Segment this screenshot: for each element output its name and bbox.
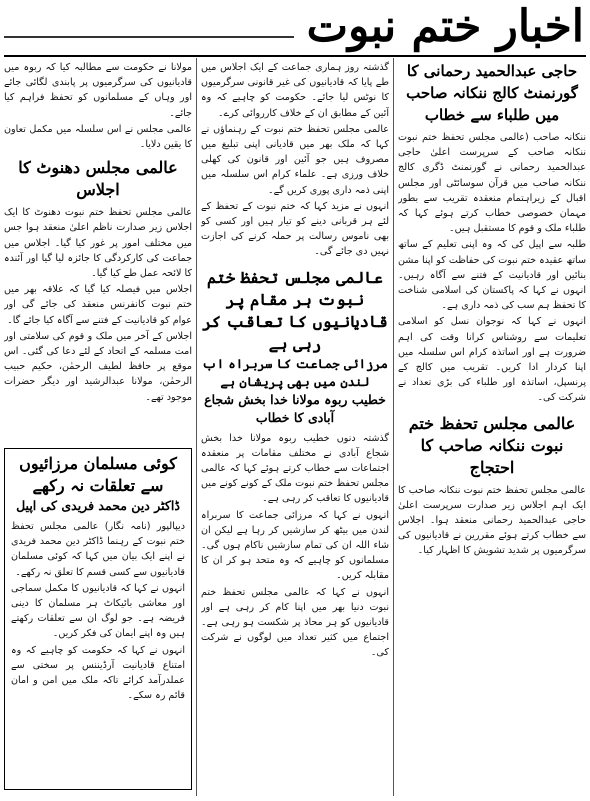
article-paragraph: عالمی مجلس تحفظ ختم نبوت ننکانہ صاحب کا ایک اہم اجلاس زیر صدارت سرپرست اعلیٰ حاجی عبدالحمید رحمانی منعقد ہوا۔ اجلاس سے خطاب کرتے ہوئے مقررین نے قادیانیوں کی سرگرمیوں پر شدید تشویش کا اظہار کیا۔ bbox=[398, 484, 586, 557]
subheadline-faridi-appeal: ڈاکٹر دین محمد فریدی کی اپیل bbox=[16, 498, 180, 513]
article-paragraph: گذشتہ روز ہماری جماعت کے ایک اجلاس میں طے پایا کہ قادیانیوں کی غیر قانونی سرگرمیوں کا نوٹس لیا جائے۔ حکومت کو چاہیے کہ وہ آئین کے مطابق ان کے خلاف کارروائی کرے۔ bbox=[201, 62, 389, 119]
article-paragraph: مولانا نے حکومت سے مطالبہ کیا کہ ربوہ میں قادیانیوں کی سرگرمیوں پر پابندی لگائی جائے اور وہاں کے مسلمانوں کو تحفظ فراہم کیا جائے۔ bbox=[4, 62, 192, 119]
headline-dhanot-meeting: عالمی مجلس دھنوٹ کا اجلاس bbox=[18, 158, 178, 200]
headline-nankana-protest: عالمی مجلس تحفظ ختم نبوت ننکانہ صاحب کا احتجاج bbox=[408, 413, 576, 477]
column-divider-right bbox=[393, 58, 394, 796]
masthead-rule bbox=[4, 55, 586, 57]
article-paragraph: اجلاس کے آخر میں ملک و قوم کی سلامتی اور امت مسلمہ کے اتحاد کے لئے دعا کی گئی۔ اس موقع پر حافظ لطیف الرحمٰن، حکیم حبیب الرحمٰن، مولانا عبدالرشید اور دیگر حضرات موجود تھے۔ bbox=[4, 330, 192, 403]
article-paragraph: انہوں نے کہا کہ عالمی مجلس تحفظ ختم نبوت دنیا بھر میں اپنا کام کر رہی ہے اور قادیانیوں کو ہر محاذ پر شکست ہو رہی ہے۔ اجتماع میں کثیر تعداد میں لوگوں نے شرکت کی۔ bbox=[201, 586, 389, 659]
article-paragraph: انہوں نے کہا کہ نوجوان نسل کو اسلامی تعلیمات سے روشناس کرانا وقت کی اہم ضرورت ہے اور اساتذہ کرام اس سلسلہ میں اپنا کردار ادا کریں۔ تقریب میں کالج کے پرنسپل، اساتذہ اور طلباء کی بڑی تعداد نے شرکت کی۔ bbox=[398, 316, 586, 404]
article-paragraph: اجلاس میں فیصلہ کیا گیا کہ علاقہ بھر میں ختم نبوت کانفرنس منعقد کی جائے گی اور عوام کو قادیانیت کے فتنے سے آگاہ کیا جائے گا۔ bbox=[4, 284, 192, 326]
masthead-hatch bbox=[4, 36, 294, 38]
article-paragraph: انہوں نے مزید کہا کہ ختم نبوت کے تحفظ کے لئے ہر قربانی دینے کو تیار ہیں اور کسی کو بھی ناموس رسالت پر حملہ کرنے کی اجازت نہیں دی جائے گی۔ bbox=[201, 200, 389, 258]
boxed-article-appeal bbox=[4, 448, 192, 790]
article-paragraph: انہوں نے کہا کہ قادیانیوں کا مکمل سماجی اور معاشی بائیکاٹ ہر مسلمان کا دینی فریضہ ہے۔ جو لوگ ان سے تعلقات رکھتے ہیں وہ اپنے ایمان کی فکر کریں۔ bbox=[11, 582, 185, 640]
article-paragraph: عالمی مجلس تحفظ ختم نبوت دھنوٹ کا ایک اجلاس زیر صدارت ناظم اعلیٰ منعقد ہوا جس میں مختلف امور پر غور کیا گیا۔ اجلاس میں جماعت کی کارکردگی کا جائزہ لیا گیا اور آئندہ کا لائحہ عمل طے کیا گیا۔ bbox=[4, 207, 192, 280]
article-paragraph: عالمی مجلس تحفظ ختم نبوت کے رہنماؤں نے کہا کہ ملک بھر میں قادیانی اپنی تبلیغ میں مصروف ہیں جو آئین اور قانون کی کھلی خلاف ورزی ہے۔ علماء کرام اس سلسلہ میں اپنی ذمہ داری پوری کریں گے۔ bbox=[201, 123, 389, 196]
article-paragraph: طلبہ سے اپیل کی کہ وہ اپنی تعلیم کے ساتھ ساتھ عقیدہ ختم نبوت کی حفاظت کو اپنا مشن بنائیں اور قادیانیت کے فتنے سے آگاہ رہیں۔ انہوں نے کہا کہ پاکستان کی اسلامی شناخت کا تحفظ ہم سب کی ذمہ داری ہے۔ bbox=[398, 239, 586, 312]
subheadline-london: مرزائی جماعت کا سربراہ اب لندن میں بھی پریشان ہے bbox=[202, 355, 388, 389]
article-paragraph: عالمی مجلس نے اس سلسلہ میں مکمل تعاون کا یقین دلایا۔ bbox=[4, 123, 192, 151]
column-divider-left bbox=[196, 58, 197, 796]
article-paragraph: گذشتہ دنوں خطیب ربوہ مولانا خدا بخش شجاع آبادی نے مختلف مقامات پر منعقدہ اجتماعات سے خطاب کرتے ہوئے کہا کہ عالمی مجلس تحفظ ختم نبوت ملک کے کونے کونے میں قادیانیوں کا تعاقب کر رہی ہے۔ bbox=[201, 432, 389, 505]
column-middle bbox=[201, 60, 389, 796]
article-paragraph: انہوں نے کہا کہ حکومت کو چاہیے کہ وہ امتناع قادیانیت آرڈیننس پر سختی سے عملدرآمد کرائے تاکہ ملک میں امن و امان قائم رہ سکے۔ bbox=[11, 644, 185, 702]
headline-rahmani-college: حاجی عبدالحمید رحمانی کا گورنمنٹ کالج ننکانہ صاحب میں طلباء سے خطاب bbox=[406, 62, 578, 124]
article-paragraph: ننکانہ صاحب (عالمی مجلس تحفظ ختم نبوت ننکانہ صاحب کے سرپرست اعلیٰ حاجی عبدالحمید رحمانی نے گورنمنٹ ڈگری کالج ننکانہ صاحب میں قرآن سوسائٹی اور مجلس اقبال کے زیراہتمام منعقدہ تقریب سے بطور مہمان خصوصی خطاب کرتے ہوئے کہا کہ طلباء ملک و قوم کا مستقبل ہیں۔ bbox=[398, 132, 586, 235]
subheadline-rabwah-khatib: خطیب ربوہ مولانا خدا بخش شجاع آبادی کا خطاب bbox=[204, 391, 386, 425]
headline-no-relations: کوئی مسلمان مرزائیوں سے تعلقات نہ رکھے bbox=[19, 454, 177, 495]
article-paragraph: دیپالپور (نامہ نگار) عالمی مجلس تحفظ ختم نبوت کے رہنما ڈاکٹر دین محمد فریدی نے اپنے ایک بیان میں کہا کہ کوئی مسلمان قادیانیوں سے کسی قسم کا تعلق نہ رکھے۔ bbox=[11, 521, 185, 578]
article-paragraph: انہوں نے کہا کہ مرزائی جماعت کا سربراہ لندن میں بیٹھ کر سازشیں کر رہا ہے لیکن ان شاء اللہ ان کی تمام سازشیں ناکام ہوں گی۔ مسلمانوں کو چاہیے کہ وہ متحد ہو کر ان کا مقابلہ کریں۔ bbox=[201, 509, 389, 582]
column-right bbox=[398, 60, 586, 796]
column-left bbox=[4, 60, 192, 440]
masthead-title: اخبار ختم نبوت bbox=[306, 1, 584, 52]
headline-pursuit-qadianis: عالمی مجلس تحفظ ختم نبوت ہر مقام پر قادیانیوں کا تعاقب کر رہی ہے bbox=[202, 267, 388, 353]
